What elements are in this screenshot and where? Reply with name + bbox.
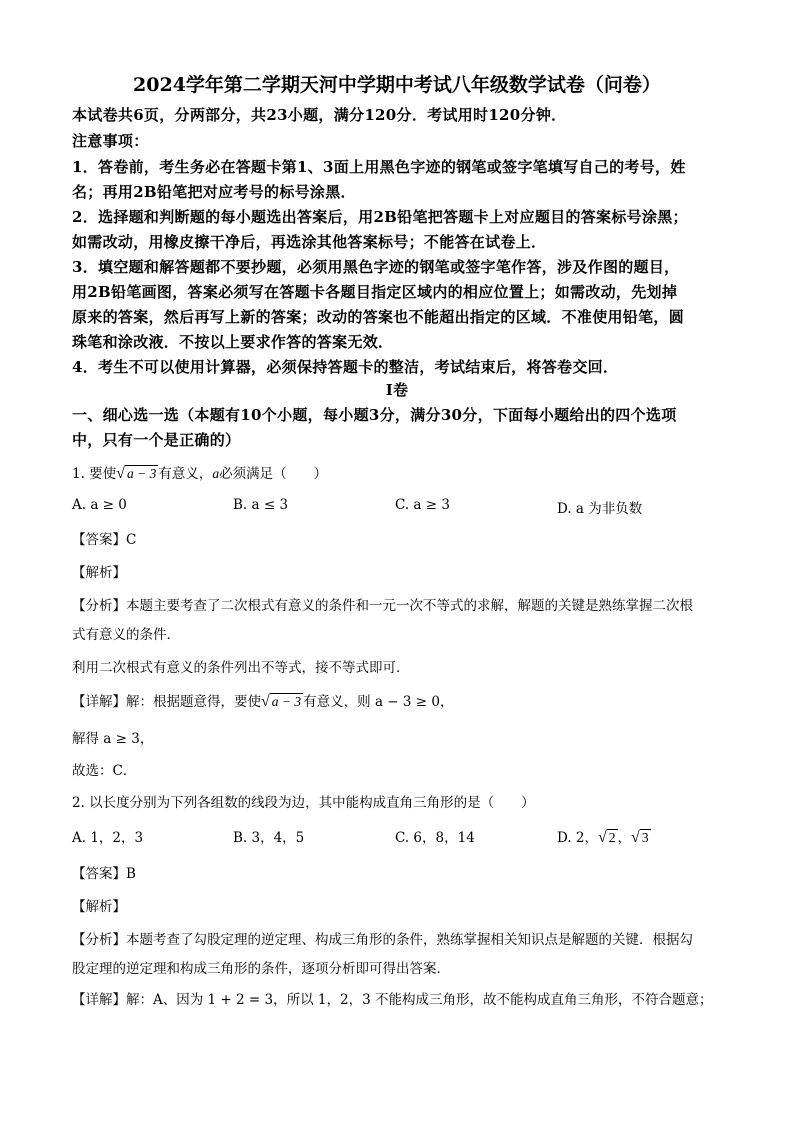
notice-line: 原来的答案，然后再写上新的答案；改动的答案也不能超出指定的区域．不准使用铅笔，圆 [72, 308, 685, 326]
sqrt-expression: √ 2 [598, 829, 616, 846]
exam-intro: 本试卷共6页，分两部分，共23小题，满分120分．考试用时120分钟． [72, 106, 567, 124]
detail-prefix: 【详解】解：根据题意得，要使 [72, 694, 261, 710]
detail-line [72, 690, 453, 711]
option-c: C. 6，8，14 [395, 830, 475, 846]
sqrt-expression: √ a − 3 [116, 465, 157, 482]
page-title: 2024学年第二学期天河中学期中考试八年级数学试卷（问卷） [133, 74, 661, 96]
notice-line: 用2B铅笔画图，答案必须写在答题卡各题目指定区域内的相应位置上；如需改动，先划掉 [72, 283, 678, 301]
option-d-sep: ， [617, 830, 632, 846]
option-b: B. 3，4，5 [233, 830, 305, 846]
notice-line: 如需改动，用橡皮擦干净后，再选涂其他答案标号；不能答在试卷上． [72, 233, 547, 251]
detail-suffix: 有意义，则 a − 3 ≥ 0， [303, 694, 454, 710]
sqrt-radicand: 3 [641, 830, 649, 845]
notice-line: 1．答卷前，考生务必在答题卡第1、3面上用黑色字迹的钢笔或签字笔填写自己的考号，姓 [72, 158, 686, 176]
sqrt-radicand: a − 3 [271, 694, 302, 709]
question-1-mid: 有意义， [158, 466, 213, 482]
part-label: Ⅰ卷 [385, 381, 409, 399]
analysis-line: 【分析】本题主要考查了二次根式有意义的条件和一元一次不等式的求解，解题的关键是熟练掌握二次根 [72, 598, 693, 614]
option-b: B. a ≤ 3 [233, 497, 289, 513]
answer-label: 【答案】C [72, 532, 137, 548]
analysis-heading: 【解析】 [72, 899, 126, 915]
analysis-line: 利用二次根式有意义的条件列出不等式，接不等式即可． [72, 660, 410, 676]
question-2-stem: 2. 以长度分别为下列各组数的线段为边，其中能构成直角三角形的是（ ） [72, 795, 535, 811]
notice-line: 珠笔和涂改液．不按以上要求作答的答案无效． [72, 333, 394, 351]
analysis-line: 股定理的逆定理和构成三角形的条件，逐项分析即可得出答案． [72, 961, 450, 977]
option-d [557, 826, 651, 847]
notice-line: 4．考生不可以使用计算器，必须保持答题卡的整洁，考试结束后，将答卷交回． [72, 358, 619, 376]
notice-line: 2．选择题和判断题的每小题选出答案后，用2B铅笔把答题卡上对应题目的答案标号涂黑； [72, 208, 688, 226]
analysis-line: 【分析】本题考查了勾股定理的逆定理、构成三角形的条件，熟练掌握相关知识点是解题的关键．根据勾 [72, 932, 693, 948]
choose-line: 故选：C． [72, 763, 137, 779]
sqrt-expression: √ a − 3 [261, 693, 302, 710]
sqrt-radicand: a − 3 [126, 466, 157, 481]
solve-line: 解得 a ≥ 3， [72, 731, 154, 747]
question-1-suffix: 必须满足（ ） [219, 466, 328, 482]
option-d: D. a 为非负数 [557, 501, 643, 517]
section-heading: 一、细心选一选（本题有10个小题，每小题3分，满分30分，下面每小题给出的四个选项 [72, 406, 677, 424]
option-d-prefix: D. 2， [557, 830, 599, 846]
sqrt-expression: √ 3 [631, 829, 649, 846]
sqrt-radicand: 2 [608, 830, 616, 845]
answer-label: 【答案】B [72, 866, 136, 882]
notice-line: 3．填空题和解答题都不要抄题，必须用黑色字迹的钢笔或签字笔作答，涉及作图的题目， [72, 258, 680, 276]
analysis-heading: 【解析】 [72, 565, 126, 581]
option-a: A. 1，2，3 [72, 830, 144, 846]
option-a: A. a ≥ 0 [72, 497, 127, 513]
notice-heading: 注意事项： [72, 132, 149, 150]
section-heading: 中，只有一个是正确的） [72, 431, 241, 449]
question-1-stem [72, 462, 327, 483]
detail-line: 【详解】解：A、因为 1 + 2 = 3，所以 1，2，3 不能构成三角形，故不能构成直角三角形，不符合题意； [72, 992, 713, 1008]
question-1-var: a [212, 466, 220, 481]
notice-line: 名；再用2B铅笔把对应考号的标号涂黑． [72, 183, 356, 201]
question-1-prefix: 1. 要使 [72, 466, 117, 482]
analysis-line: 式有意义的条件． [72, 627, 180, 643]
option-c: C. a ≥ 3 [395, 497, 450, 513]
